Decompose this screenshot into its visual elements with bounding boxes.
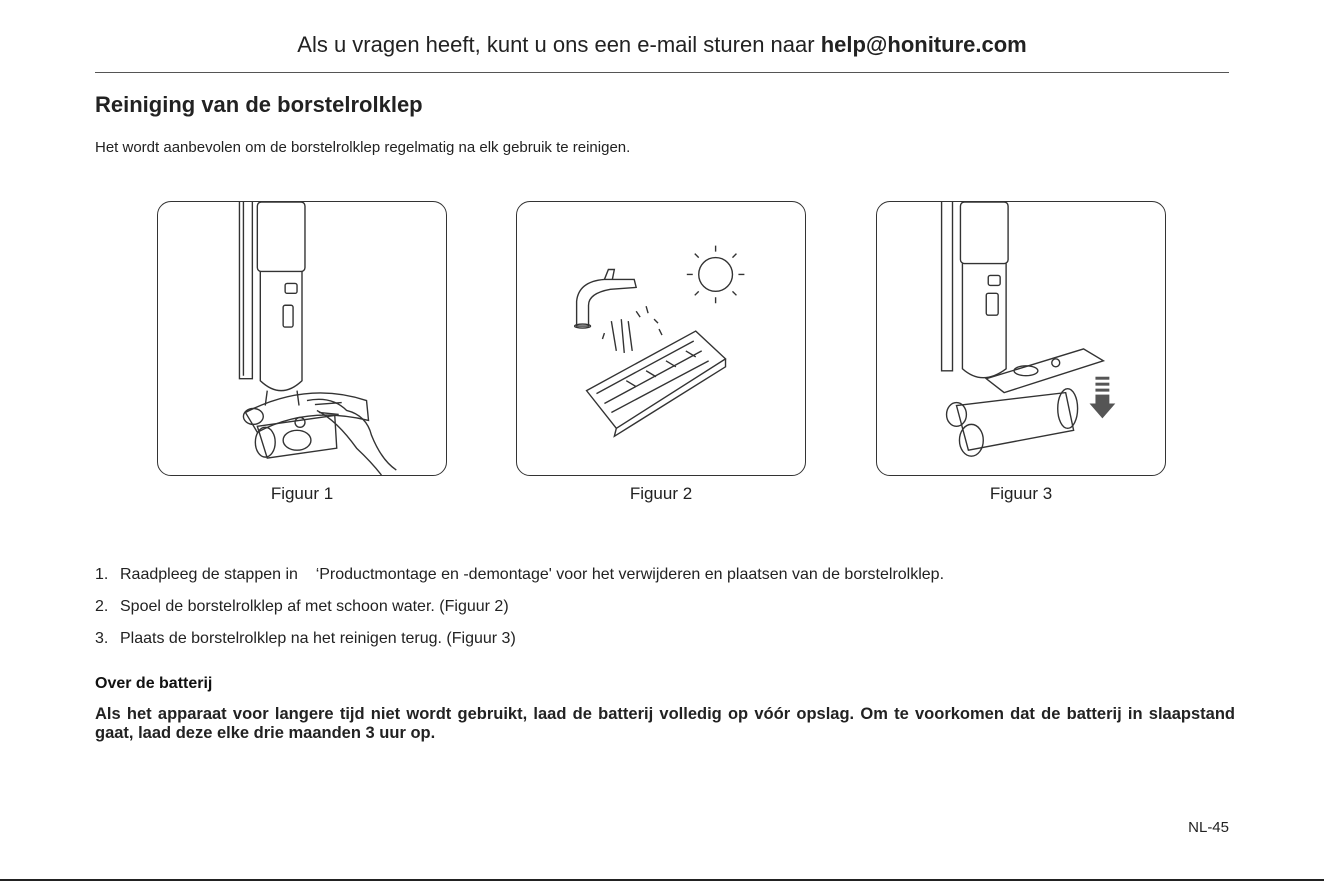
down-arrow-icon: [1089, 377, 1115, 419]
contact-text: Als u vragen heeft, kunt u ons een e-mail sturen naar: [297, 32, 821, 57]
figure-3-caption: Figuur 3: [989, 484, 1053, 503]
list-item: 2. Spoel de borstelrolklep af met schoon water. (Figuur 2): [95, 598, 944, 630]
figure-2-caption: Figuur 2: [629, 484, 693, 503]
page-bottom-divider: [0, 879, 1324, 881]
figure-1-caption: Figuur 1: [270, 484, 334, 503]
faucet-sun-illustration: [517, 202, 805, 475]
vacuum-hand-illustration: [158, 202, 446, 475]
battery-heading: Over de batterij: [95, 675, 213, 692]
brush-cover-icon: [587, 331, 726, 436]
figure-1: [157, 201, 447, 476]
step-2-text: Spoel de borstelrolklep af met schoon water. (Figuur 2): [120, 598, 509, 615]
list-item: 3. Plaats de borstelrolklep na het reinigen terug. (Figuur 3): [95, 630, 944, 662]
step-3-text: Plaats de borstelrolklep na het reinigen terug. (Figuur 3): [120, 630, 516, 647]
section-title: Reiniging van de borstelrolklep: [95, 92, 423, 117]
figure-3: [876, 201, 1166, 476]
faucet-icon: [575, 270, 637, 329]
cleaning-steps: [95, 566, 944, 662]
figure-2: [516, 201, 806, 476]
step-1-text: Raadpleeg de stappen in ‘Productmontage en -demontage' voor het verwijderen en plaatsen van de borstelrolklep.: [120, 566, 945, 583]
contact-line: [0, 32, 1324, 58]
vacuum-cover-install-illustration: [877, 202, 1165, 475]
contact-email: help@honiture.com: [820, 32, 1027, 57]
water-spray: [602, 306, 662, 353]
header-divider: [95, 72, 1229, 73]
sun-icon: [687, 246, 745, 304]
list-item: 1. Raadpleeg de stappen in ‘Productmontage en -demontage' voor het verwijderen en plaatsen van de borstelrolklep.: [95, 566, 944, 598]
page-number: NL-45: [1188, 819, 1229, 836]
section-intro: Het wordt aanbevolen om de borstelrolklep regelmatig na elk gebruik te reinigen.: [95, 139, 631, 156]
battery-text: Als het apparaat voor langere tijd niet wordt gebruikt, laad de batterij volledig op vóór opslag. Om te voorkomen dat de batterij in slaapstand gaat, laad deze elke drie maanden 3 uur op.: [95, 705, 1235, 742]
